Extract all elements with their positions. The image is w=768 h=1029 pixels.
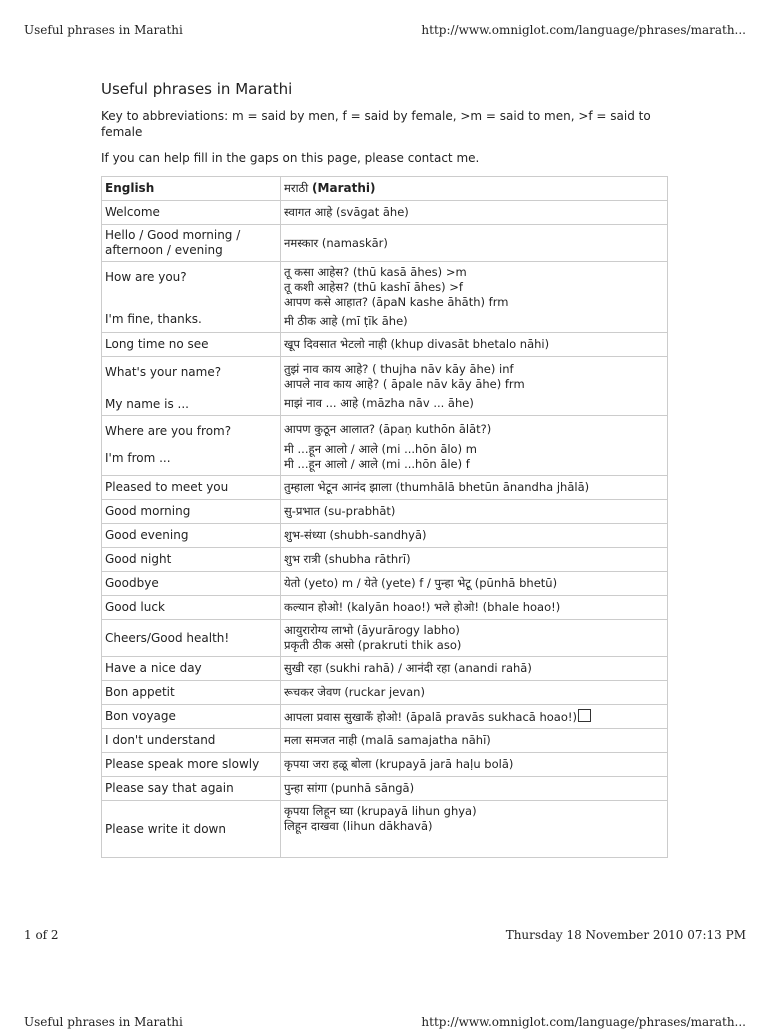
marathi-phrase-line: कृपया लिहून घ्या (krupayā lihun ghya) [284, 804, 477, 818]
marathi-phrase-line: मी ...हून आलो / आले (mi ...hōn ālo) m [284, 442, 477, 456]
table-row [102, 620, 668, 657]
marathi-phrase-line: लिहून दाखवा (lihun dākhavā) [284, 819, 433, 833]
table-row [102, 333, 668, 357]
marathi-phrase-line: आयुरारोग्य लाभो (āyurārogy labho) [284, 623, 460, 637]
next-page-header-title: Useful phrases in Marathi [24, 1015, 183, 1029]
page-content [101, 80, 666, 858]
table-header-row [102, 177, 668, 201]
english-phrase: Good morning [102, 500, 281, 524]
missing-glyph-box-icon [578, 709, 591, 722]
marathi-phrase: कृपया जरा हळू बोला (krupayā jarā haḷu bolā) [281, 753, 668, 777]
english-phrase: Long time no see [102, 333, 281, 357]
marathi-phrase-line: आपण कसे आहात? (āpaN kashe āhāth) frm [284, 295, 509, 309]
english-phrase: Welcome [102, 201, 281, 225]
table-row [102, 657, 668, 681]
print-date: Thursday 18 November 2010 07:13 PM [505, 928, 746, 942]
marathi-phrase-line: आपण कुठून आलात? (āpaṇ kuthōn ālāt?) [284, 422, 492, 436]
table-row [102, 524, 668, 548]
marathi-phrase-line: मी ...हून आलो / आले (mi ...hōn āle) f [284, 457, 470, 471]
contact-note: If you can help fill in the gaps on this page, please contact me. [101, 151, 480, 165]
marathi-phrase [281, 705, 668, 729]
marathi-phrase-line: मी ठीक आहे (mī ṭīk āhe) [284, 314, 408, 328]
marathi-phrase-line: प्रकृती ठीक असो (prakruti thik aso) [284, 638, 462, 652]
print-header [24, 23, 746, 37]
marathi-phrase-line: तू कसा आहेस? (thū kasā āhes) >m [284, 265, 467, 279]
marathi-phrase: पुन्हा सांगा (punhā sāngā) [281, 777, 668, 801]
english-phrase-line: What's your name? [105, 365, 222, 379]
english-phrase: Good luck [102, 596, 281, 620]
table-row [102, 201, 668, 225]
english-phrase-line: I'm fine, thanks. [105, 312, 202, 326]
english-phrase [102, 416, 281, 476]
column-header-marathi [281, 177, 668, 201]
page-title: Useful phrases in Marathi [101, 80, 293, 98]
marathi-phrase: सु-प्रभात (su-prabhāt) [281, 500, 668, 524]
marathi-phrase: सुखी रहा (sukhi rahā) / आनंदी रहा (anandi rahā) [281, 657, 668, 681]
english-phrase: Have a nice day [102, 657, 281, 681]
marathi-label: (Marathi) [312, 181, 376, 195]
table-row [102, 753, 668, 777]
english-phrase [102, 262, 281, 333]
table-row [102, 705, 668, 729]
print-header-title: Useful phrases in Marathi [24, 23, 183, 37]
marathi-phrase [281, 801, 668, 858]
english-phrase-line: How are you? [105, 270, 187, 284]
english-phrase: Goodbye [102, 572, 281, 596]
phrases-table [101, 176, 668, 858]
english-phrase-line: Where are you from? [105, 424, 232, 438]
marathi-phrase-line: तू कशी आहेस? (thū kashī āhes) >f [284, 280, 463, 294]
table-row [102, 416, 668, 476]
english-phrase [102, 357, 281, 416]
english-phrase: I don't understand [102, 729, 281, 753]
next-page-header [24, 1015, 746, 1029]
marathi-phrase: स्वागत आहे (svāgat āhe) [281, 201, 668, 225]
table-row [102, 801, 668, 858]
table-row [102, 357, 668, 416]
print-header-url[interactable]: http://www.omniglot.com/language/phrases/marath... [421, 23, 746, 37]
marathi-phrase: रूचकर जेवण (ruckar jevan) [281, 681, 668, 705]
marathi-phrase: खूप दिवसात भेटलो नाही (khup divasāt bhetalo nāhi) [281, 333, 668, 357]
marathi-phrase [281, 416, 668, 476]
table-row [102, 262, 668, 333]
marathi-phrase: येतो (yeto) m / येते (yete) f / पुन्हा भेटू (pūnhā bhetū) [281, 572, 668, 596]
english-phrase-line: I'm from ... [105, 451, 171, 465]
marathi-phrase-text: आपला प्रवास सुखाकँ होओ! (āpalā pravās sukhacā hoao!) [284, 709, 577, 724]
marathi-script-label: मराठी [284, 181, 309, 195]
table-row [102, 548, 668, 572]
marathi-phrase: शुभ-संध्या (shubh-sandhyā) [281, 524, 668, 548]
english-phrase: Cheers/Good health! [102, 620, 281, 657]
table-row [102, 681, 668, 705]
table-row [102, 225, 668, 262]
english-phrase: Hello / Good morning / afternoon / evening [102, 225, 281, 262]
marathi-phrase: मला समजत नाही (malā samajatha nāhī) [281, 729, 668, 753]
marathi-phrase-line: आपले नाव काय आहे? ( āpale nāv kāy āhe) frm [284, 376, 525, 391]
next-page-header-url[interactable]: http://www.omniglot.com/language/phrases/marath... [421, 1015, 746, 1029]
marathi-phrase: तुम्हाला भेटून आनंद झाला (thumhālā bhetūn ānandha jhālā) [281, 476, 668, 500]
marathi-phrase [281, 620, 668, 657]
marathi-phrase-line: तुझं नाव काय आहे? ( thujha nāv kāy āhe) inf [284, 361, 514, 376]
table-row [102, 729, 668, 753]
table-row [102, 777, 668, 801]
print-footer [24, 928, 746, 942]
english-phrase: Please write it down [102, 801, 281, 858]
marathi-phrase [281, 262, 668, 333]
marathi-phrase [281, 357, 668, 416]
table-row [102, 596, 668, 620]
table-row [102, 500, 668, 524]
table-row [102, 476, 668, 500]
marathi-phrase: शुभ रात्री (shubha rāthrī) [281, 548, 668, 572]
table-row [102, 572, 668, 596]
abbreviations-note: Key to abbreviations: m = said by men, f = said by female, >m = said to men, >f = said to female [101, 109, 651, 139]
english-phrase: Please speak more slowly [102, 753, 281, 777]
english-phrase: Good night [102, 548, 281, 572]
english-phrase-line: My name is ... [105, 397, 189, 411]
marathi-phrase: नमस्कार (namaskār) [281, 225, 668, 262]
english-phrase: Bon appetit [102, 681, 281, 705]
column-header-english: English [102, 177, 281, 201]
english-phrase: Bon voyage [102, 705, 281, 729]
english-phrase: Please say that again [102, 777, 281, 801]
page-number: 1 of 2 [24, 928, 59, 942]
english-phrase: Good evening [102, 524, 281, 548]
marathi-phrase-line: माझं नाव ... आहे (māzha nāv ... āhe) [284, 395, 474, 410]
english-phrase: Pleased to meet you [102, 476, 281, 500]
marathi-phrase: कल्यान होओ! (kalyān hoao!) भले होओ! (bhale hoao!) [281, 596, 668, 620]
